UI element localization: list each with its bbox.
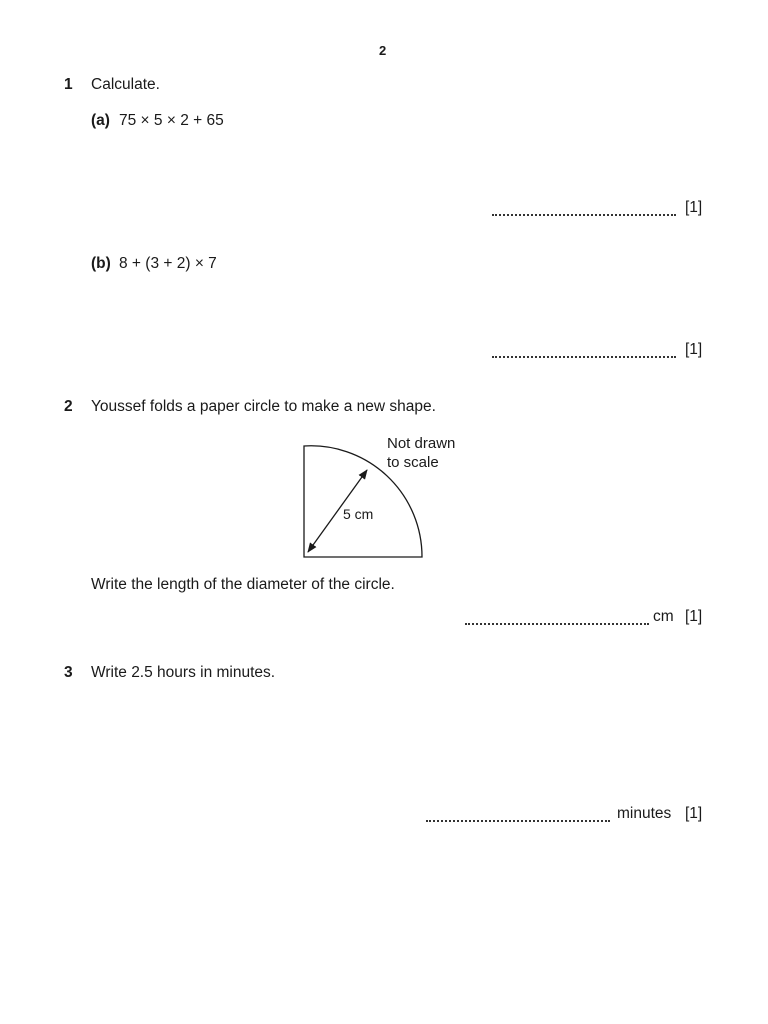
question-3-number: 3 xyxy=(64,664,73,681)
question-1-text: Calculate. xyxy=(91,76,160,93)
answer-line-3[interactable] xyxy=(426,820,610,822)
question-1a-label: (a) xyxy=(91,112,110,129)
question-3-unit: minutes xyxy=(617,805,672,822)
question-1a-marks: [1] xyxy=(685,199,703,216)
question-1a-text: 75 × 5 × 2 + 65 xyxy=(119,112,224,129)
quarter-circle-diagram xyxy=(290,428,480,568)
question-2-number: 2 xyxy=(64,398,73,415)
answer-line-2[interactable] xyxy=(465,623,649,625)
question-3-text: Write 2.5 hours in minutes. xyxy=(91,664,276,681)
radius-label: 5 cm xyxy=(343,506,374,522)
question-2-unit: cm xyxy=(653,608,674,625)
question-2-instruction: Write the length of the diameter of the circle. xyxy=(91,576,395,593)
answer-line-1a[interactable] xyxy=(492,214,676,216)
question-1b-marks: [1] xyxy=(685,341,703,358)
not-to-scale-note-line1: Not drawn xyxy=(387,435,456,452)
not-to-scale-note-line2: to scale xyxy=(387,454,439,471)
question-3-marks: [1] xyxy=(685,805,703,822)
question-1b-text: 8 + (3 + 2) × 7 xyxy=(119,255,217,272)
answer-line-1b[interactable] xyxy=(492,356,676,358)
question-2-text: Youssef folds a paper circle to make a new shape. xyxy=(91,398,436,415)
page-number: 2 xyxy=(379,43,387,58)
question-2-marks: [1] xyxy=(685,608,703,625)
question-1-number: 1 xyxy=(64,76,73,93)
question-1b-label: (b) xyxy=(91,255,111,272)
